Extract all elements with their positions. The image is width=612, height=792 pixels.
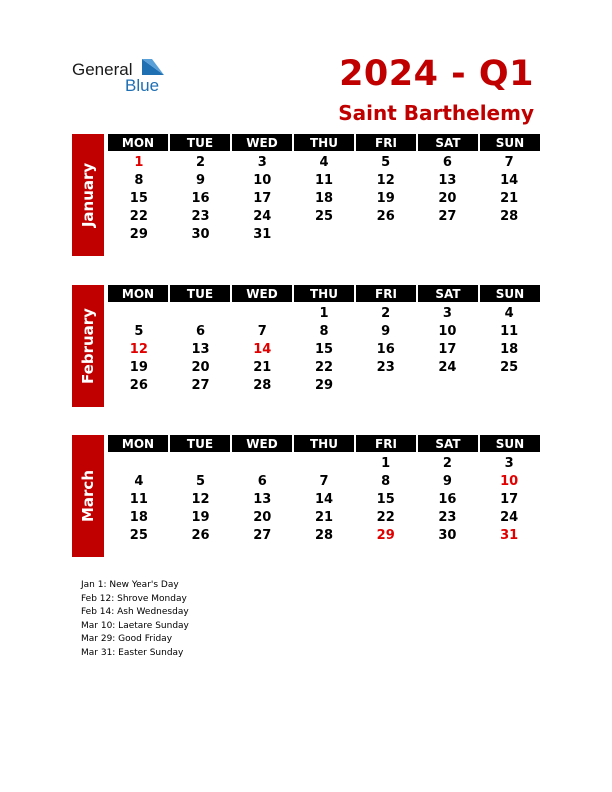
- day-cell: 12: [129, 342, 148, 357]
- day-cell: 26: [376, 209, 395, 224]
- day-cell: 17: [438, 342, 457, 357]
- day-cell: 25: [129, 528, 148, 543]
- logo-text-general: General: [72, 60, 133, 79]
- day-cell: 18: [500, 342, 519, 357]
- page-subtitle: Saint Barthelemy: [338, 101, 534, 125]
- month-label: January: [79, 162, 97, 228]
- day-cell: 14: [314, 492, 334, 507]
- weekday-fri: FRI: [356, 435, 416, 452]
- day-grid: [108, 455, 540, 545]
- day-cell: 15: [376, 492, 395, 507]
- weekday-tue: TUE: [170, 435, 230, 452]
- day-cell: 24: [438, 360, 457, 375]
- day-cell: 8: [134, 173, 144, 188]
- day-cell: 7: [504, 155, 514, 170]
- day-cell: 27: [191, 378, 210, 393]
- day-cell: 31: [253, 227, 272, 242]
- day-cell: 28: [500, 209, 519, 224]
- day-cell: 11: [129, 492, 148, 507]
- day-cell: 8: [319, 324, 329, 339]
- day-cell: 10: [500, 474, 519, 489]
- day-cell: 12: [191, 492, 210, 507]
- empty-day-cell: [231, 305, 293, 323]
- day-cell: 8: [381, 474, 391, 489]
- day-cell: 21: [500, 191, 519, 206]
- day-cell: 29: [129, 227, 148, 242]
- empty-day-cell: [170, 305, 232, 323]
- day-cell: 4: [504, 306, 514, 321]
- day-cell: 13: [253, 492, 272, 507]
- day-cell: 9: [381, 324, 391, 339]
- weekday-sat: SAT: [418, 435, 478, 452]
- holiday-list: [81, 579, 189, 661]
- day-cell: 9: [196, 173, 206, 188]
- day-cell: 28: [253, 378, 272, 393]
- empty-day-cell: [293, 455, 355, 473]
- day-cell: 13: [438, 173, 457, 188]
- day-cell: 20: [191, 360, 210, 375]
- day-cell: 1: [381, 456, 391, 471]
- holiday-entry: Feb 12: Shrove Monday: [81, 593, 187, 604]
- weekday-sat: SAT: [418, 134, 478, 151]
- day-cell: 3: [442, 306, 452, 321]
- day-cell: 12: [376, 173, 395, 188]
- day-cell: 21: [314, 510, 334, 525]
- day-cell: 26: [129, 378, 148, 393]
- day-cell: 16: [438, 492, 457, 507]
- day-cell: 10: [438, 324, 457, 339]
- day-cell: 11: [314, 173, 334, 188]
- day-cell: 4: [134, 474, 144, 489]
- logo: [72, 58, 172, 96]
- day-cell: 27: [438, 209, 457, 224]
- day-cell: 7: [257, 324, 267, 339]
- holiday-entry: Feb 14: Ash Wednesday: [81, 607, 189, 618]
- day-cell: 22: [376, 510, 395, 525]
- day-cell: 23: [376, 360, 395, 375]
- day-cell: 16: [376, 342, 395, 357]
- day-cell: 29: [314, 378, 334, 393]
- month-label-bar: [72, 134, 104, 256]
- day-cell: 15: [314, 342, 334, 357]
- weekday-mon: MON: [108, 435, 168, 452]
- day-cell: 6: [257, 474, 267, 489]
- holiday-entry: Jan 1: New Year's Day: [81, 580, 179, 590]
- day-cell: 3: [257, 155, 267, 170]
- weekday-mon: MON: [108, 285, 168, 302]
- holiday-entry: Mar 29: Good Friday: [81, 634, 173, 645]
- weekday-wed: WED: [232, 285, 292, 302]
- weekday-thu: THU: [294, 435, 354, 452]
- day-cell: 2: [442, 456, 452, 471]
- empty-day-cell: [417, 377, 479, 395]
- day-cell: 29: [376, 528, 395, 543]
- weekday-header: [108, 285, 540, 302]
- weekday-fri: FRI: [356, 285, 416, 302]
- empty-day-cell: [108, 455, 170, 473]
- day-cell: 18: [129, 510, 148, 525]
- empty-day-cell: [231, 455, 293, 473]
- day-cell: 2: [381, 306, 391, 321]
- day-cell: 18: [314, 191, 334, 206]
- month-label: February: [79, 308, 97, 384]
- weekday-tue: TUE: [170, 134, 230, 151]
- day-cell: 2: [196, 155, 206, 170]
- day-cell: 20: [438, 191, 457, 206]
- day-cell: 14: [500, 173, 519, 188]
- day-cell: 24: [253, 209, 272, 224]
- page-title: 2024 - Q1: [339, 54, 534, 94]
- empty-day-cell: [170, 455, 232, 473]
- month-label: March: [79, 469, 97, 523]
- day-cell: 1: [319, 306, 329, 321]
- weekday-mon: MON: [108, 134, 168, 151]
- day-cell: 19: [191, 510, 210, 525]
- day-cell: 25: [314, 209, 334, 224]
- day-cell: 24: [500, 510, 519, 525]
- empty-day-cell: [355, 226, 417, 244]
- empty-day-cell: [293, 226, 355, 244]
- holiday-entry: Mar 31: Easter Sunday: [81, 647, 184, 658]
- empty-day-cell: [478, 377, 540, 395]
- weekday-sun: SUN: [480, 285, 540, 302]
- day-cell: 23: [438, 510, 457, 525]
- day-cell: 21: [253, 360, 272, 375]
- weekday-fri: FRI: [356, 134, 416, 151]
- day-cell: 20: [253, 510, 272, 525]
- logo-triangle-icon: [142, 59, 164, 75]
- weekday-wed: WED: [232, 435, 292, 452]
- holiday-entry: Mar 10: Laetare Sunday: [81, 620, 189, 631]
- day-cell: 5: [196, 474, 206, 489]
- day-cell: 19: [376, 191, 395, 206]
- day-cell: 7: [319, 474, 329, 489]
- weekday-tue: TUE: [170, 285, 230, 302]
- day-cell: 30: [191, 227, 210, 242]
- weekday-header: [108, 134, 540, 151]
- day-cell: 26: [191, 528, 210, 543]
- day-cell: 6: [442, 155, 452, 170]
- day-grid: [108, 154, 540, 244]
- day-cell: 22: [129, 209, 148, 224]
- day-cell: 9: [442, 474, 452, 489]
- weekday-thu: THU: [294, 285, 354, 302]
- day-cell: 25: [500, 360, 519, 375]
- day-cell: 5: [134, 324, 144, 339]
- day-cell: 11: [500, 324, 519, 339]
- day-cell: 5: [381, 155, 391, 170]
- empty-day-cell: [355, 377, 417, 395]
- empty-day-cell: [478, 226, 540, 244]
- day-cell: 23: [191, 209, 210, 224]
- weekday-sun: SUN: [480, 134, 540, 151]
- weekday-header: [108, 435, 540, 452]
- day-cell: 30: [438, 528, 457, 543]
- day-cell: 10: [253, 173, 272, 188]
- day-cell: 16: [191, 191, 210, 206]
- day-cell: 31: [500, 528, 519, 543]
- weekday-sun: SUN: [480, 435, 540, 452]
- empty-day-cell: [108, 305, 170, 323]
- logo-text-blue: Blue: [125, 76, 160, 95]
- empty-day-cell: [417, 226, 479, 244]
- weekday-sat: SAT: [418, 285, 478, 302]
- month-label-bar: [72, 285, 104, 407]
- day-cell: 14: [253, 342, 272, 357]
- weekday-wed: WED: [232, 134, 292, 151]
- day-cell: 13: [191, 342, 210, 357]
- day-cell: 19: [129, 360, 148, 375]
- day-cell: 3: [504, 456, 514, 471]
- day-grid: [108, 305, 540, 395]
- day-cell: 17: [500, 492, 519, 507]
- day-cell: 27: [253, 528, 272, 543]
- day-cell: 28: [314, 528, 334, 543]
- day-cell: 17: [253, 191, 272, 206]
- day-cell: 22: [314, 360, 334, 375]
- day-cell: 4: [319, 155, 329, 170]
- day-cell: 6: [196, 324, 206, 339]
- day-cell: 15: [129, 191, 148, 206]
- day-cell: 1: [134, 155, 144, 170]
- weekday-thu: THU: [294, 134, 354, 151]
- month-label-bar: [72, 435, 104, 557]
